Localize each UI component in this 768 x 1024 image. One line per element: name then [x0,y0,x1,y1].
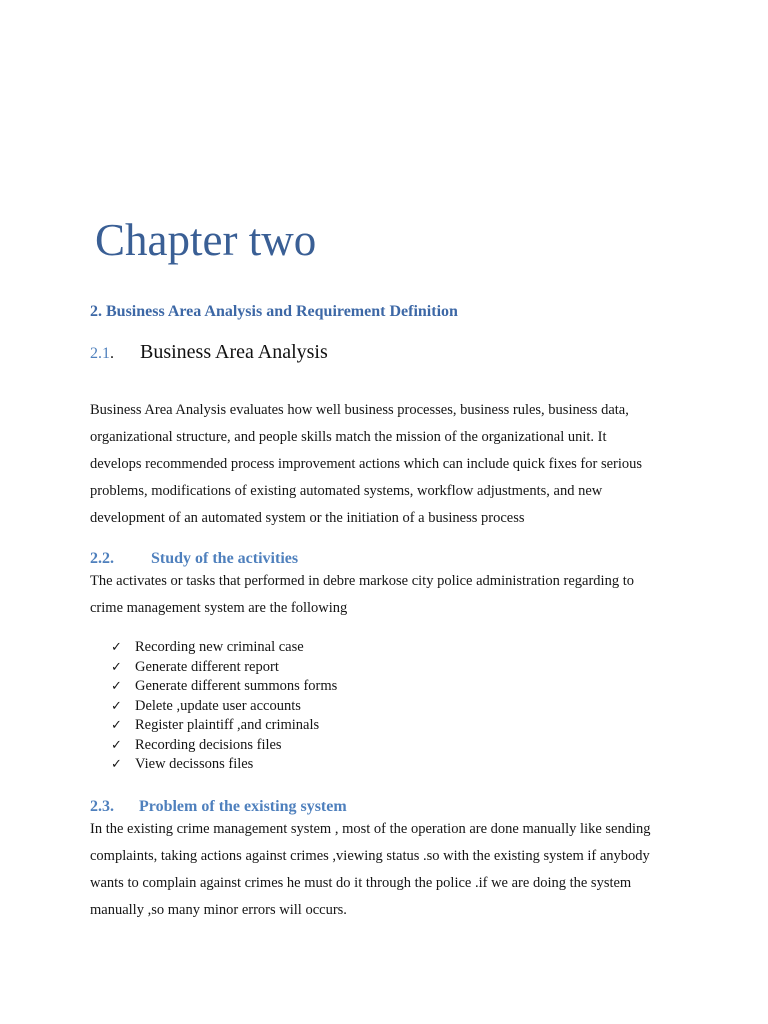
check-icon: ✓ [111,737,122,753]
section-2-1-dot: . [110,345,114,362]
section-2-2-paragraph [90,568,690,622]
section-2-3-number: 2.3. [90,798,114,815]
section-2-2-title: Study of the activities [151,550,299,567]
paragraph-line: development of an automated system or the initiation of a business process [90,510,525,526]
list-item [111,677,337,697]
paragraph-line: Business Area Analysis evaluates how well business processes, business rules, business data, [90,402,629,418]
section-2-3-paragraph [90,816,690,924]
list-item-text: Generate different report [135,658,279,675]
list-item [111,716,337,736]
check-icon: ✓ [111,757,122,772]
section-2-1-title: Business Area Analysis [140,341,328,363]
paragraph-line: develops recommended process improvement actions which can include quick fixes for serious [90,456,643,472]
list-item [111,638,337,658]
section-2-1-heading [90,341,328,364]
list-item [111,755,337,775]
list-item [111,658,337,678]
list-item-text: View decissons files [135,756,254,772]
section-2-3-title: Problem of the existing system [139,798,347,815]
paragraph-line: crime management system are the following [90,600,348,616]
section-2-2-heading [90,550,298,568]
paragraph-line: In the existing crime management system , most of the operation are done manually like sending [90,821,651,837]
activities-list [111,638,337,775]
paragraph-line: manually ,so many minor errors will occurs. [90,902,347,918]
list-item [111,697,337,717]
list-item-text: Recording new criminal case [135,639,304,655]
paragraph-line: The activates or tasks that performed in debre markose city police administration regarding to [90,573,634,589]
paragraph-line: problems, modifications of existing automated systems, workflow adjustments, and new [90,483,603,499]
list-item-text: Recording decisions files [135,736,282,753]
list-item-text: Delete ,update user accounts [135,697,301,714]
section-2-1-paragraph [90,397,690,532]
paragraph-line: organizational structure, and people skills match the mission of the organizational unit. It [90,429,607,445]
list-item-text: Register plaintiff ,and criminals [135,717,320,733]
chapter-title: Chapter two [95,215,317,265]
paragraph-line: wants to complain against crimes he must do it through the police .if we are doing the system [90,875,632,891]
section-heading: 2. Business Area Analysis and Requirement Definition [90,303,458,320]
section-2-2-number: 2.2. [90,550,114,567]
list-item-text: Generate different summons forms [135,678,338,694]
check-icon: ✓ [111,718,122,733]
check-icon: ✓ [111,640,122,655]
section-2-3-heading [90,798,347,816]
paragraph-line: complaints, taking actions against crimes ,viewing status .so with the existing system if anybody [90,848,650,864]
check-icon: ✓ [111,659,122,675]
section-2-1-number: 2.1 [90,345,110,362]
list-item [111,736,337,756]
check-icon: ✓ [111,698,122,714]
check-icon: ✓ [111,679,122,694]
